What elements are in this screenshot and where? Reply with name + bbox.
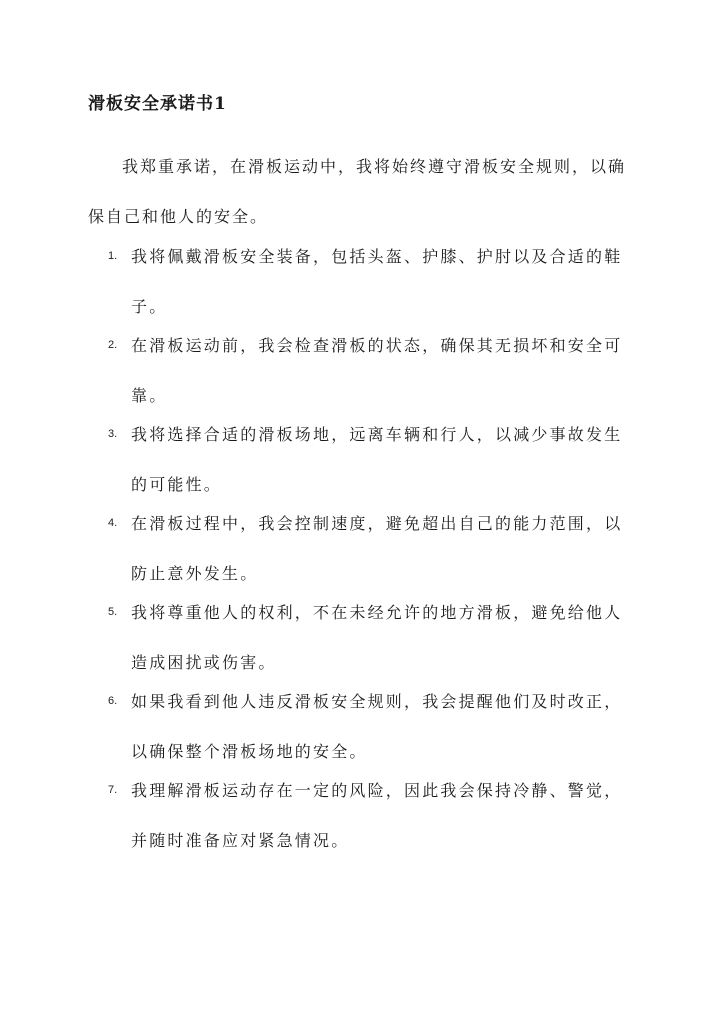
list-item-text: 如果我看到他人违反滑板安全规则，我会提醒他们及时改正，以确保整个滑板场地的安全。 [131,692,623,761]
list-item [0,499,720,588]
list-item [0,410,720,499]
list-item-number: 3. [108,428,118,440]
list-item [0,766,720,855]
list-item [0,677,720,766]
list-item-text: 我将尊重他人的权利，不在未经允许的地方滑板，避免给他人造成困扰或伤害。 [131,603,623,672]
list-item [0,232,720,321]
list-item [0,588,720,677]
list-item [0,321,720,410]
list-item-text: 在滑板运动前，我会检查滑板的状态，确保其无损坏和安全可靠。 [131,336,623,405]
list-item-text: 我将选择合适的滑板场地，远离车辆和行人，以减少事故发生的可能性。 [131,425,623,494]
pledge-list [0,232,720,855]
list-item-text: 我将佩戴滑板安全装备，包括头盔、护膝、护肘以及合适的鞋子。 [131,247,623,316]
list-item-number: 2. [108,339,118,351]
list-item-text: 在滑板过程中，我会控制速度，避免超出自己的能力范围，以防止意外发生。 [131,514,623,583]
document-title: 滑板安全承诺书1 [88,94,227,114]
list-item-number: 5. [108,606,118,618]
list-item-number: 1. [108,250,118,262]
list-item-text: 我理解滑板运动存在一定的风险，因此我会保持冷静、警觉，并随时准备应对紧急情况。 [131,781,623,850]
list-item-number: 7. [108,784,118,796]
intro-paragraph: 我郑重承诺，在滑板运动中，我将始终遵守滑板安全规则，以确保自己和他人的安全。 [88,157,627,226]
list-item-number: 6. [108,695,118,707]
list-item-number: 4. [108,517,118,529]
